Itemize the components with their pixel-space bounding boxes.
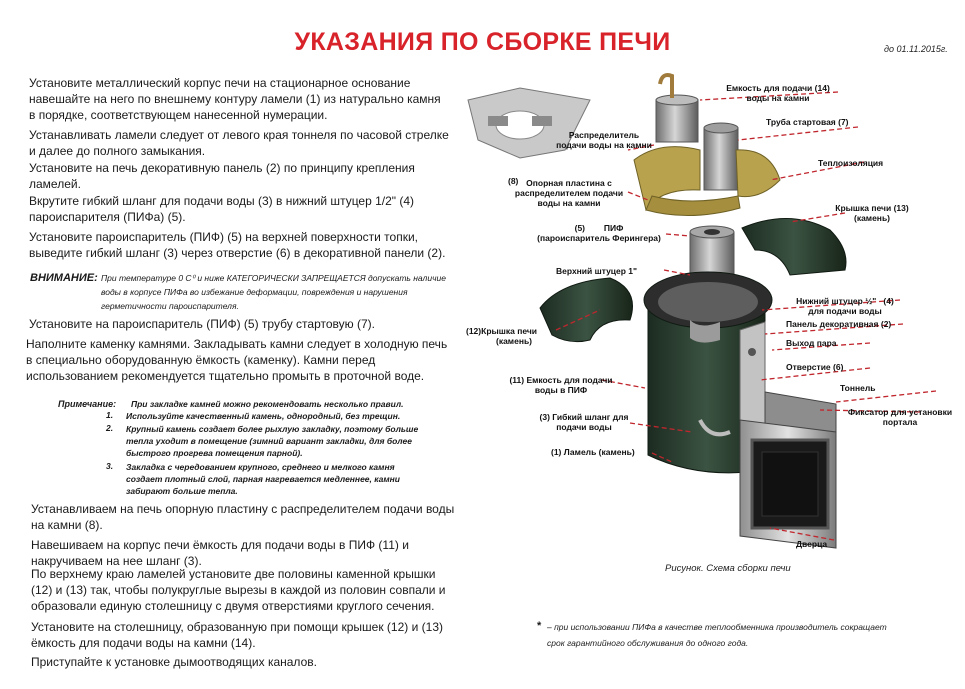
step-11: Установите на столешницу, образованную при помощи крышек (12) и (13) ёмкость для подачи воды на камни (14).	[31, 620, 443, 650]
note-number: 2.	[106, 423, 114, 433]
label-support-plate: Опорная пластина с распределителем подачи воды на камни	[514, 178, 624, 208]
label-top-fitting: Верхний штуцер 1"	[556, 266, 638, 276]
step-4: Вкрутите гибкий шланг для подачи воды (3) в нижний штуцер 1/2" (4) пароиспарителя (ПИФа) (5).	[29, 194, 415, 224]
step-12: Приступайте к установке дымоотводящих каналов.	[31, 655, 317, 669]
step-2: Устанавливать ламели следует от левого края тоннеля по часовой стрелке и далее до полного замыкания.	[29, 128, 449, 158]
warning-text: При температуре 0 С⁰ и ниже КАТЕГОРИЧЕСКИ ЗАПРЕЩАЕТСЯ допускать наличие воды в корпусе ПИФа во избежание деформации, повреждения и нарушения герметичности пароиспарителя.	[101, 273, 446, 311]
label-stone-lid-13: Крышка печи (13) (камень)	[835, 203, 909, 223]
note-number: 1.	[106, 410, 114, 420]
step-10: По верхнему краю ламелей установите две половины каменной крышки (12) и (13) так, чтобы полукруглые вырезы в каждой из половин совпали и образовали единую столешницу с двумя отверстиями круглого сечения.	[31, 567, 446, 613]
label-water-tank-14: Емкость для подачи (14) воды на камни	[726, 83, 830, 103]
stone-lid-12-shape	[540, 278, 633, 342]
label-hose-3: (3) Гибкий шланг для подачи воды	[539, 412, 629, 432]
step-7: Наполните каменку камнями. Закладывать камни следует в холодную печь в специально оборудованную ёмкость (каменку). Камни перед использованием рекомендуется тщательно промыть в проточной воде.	[26, 337, 448, 383]
start-pipe-shape	[704, 123, 738, 190]
figure-caption: Рисунок. Схема сборки печи	[665, 563, 791, 574]
document-date: до 01.11.2015г.	[884, 44, 948, 54]
warning-label: ВНИМАНИЕ:	[30, 272, 98, 284]
note-item: Закладка с чередованием крупного, среднего и мелкого камня создает плотный слой, парная нагревается медленнее, камни забирают больше тепла.	[126, 462, 400, 496]
label-tunnel: Тоннель	[840, 383, 876, 393]
label-lamella-1: (1) Ламель (камень)	[551, 447, 635, 457]
label-opening-6: Отверстие (6)	[786, 362, 844, 372]
label-steam-outlet: Выход пара	[786, 338, 837, 348]
step-1: Установите металлический корпус печи на стационарное основание навешайте на него по внешнему контуру ламели (1) из натурально камня в порядке, соответствующем нанесенной нумерации.	[29, 76, 441, 122]
note-item: Используйте качественный камень, однородный, без трещин.	[126, 411, 401, 421]
step-5: Установите пароиспаритель (ПИФ) (5) на верхней поверхности топки, выведите гибкий шланг (3) через отверстие (6) в декоративной панели (2).	[29, 230, 446, 260]
label-water-tank-11: (11) Емкость для подачи воды в ПИФ	[509, 375, 613, 395]
label-insulation: Теплоизоляция	[818, 158, 884, 168]
label-support-plate-num: (8)	[508, 176, 519, 186]
footnote-mark: *	[537, 620, 542, 632]
label-door: Дверца	[796, 539, 828, 549]
step-9: Навешиваем на корпус печи ёмкость для подачи воды в ПИФ (11) и накручиваем на нее шланг (3).	[31, 538, 409, 568]
label-start-pipe: Труба стартовая (7)	[766, 117, 849, 127]
page-title: УКАЗАНИЯ ПО СБОРКЕ ПЕЧИ	[294, 28, 671, 56]
label-distributor: Распределитель подачи воды на камни	[556, 130, 652, 150]
note-label: Примечание:	[58, 399, 117, 409]
label-pif: (5) ПИФ (пароиспаритель Ферингера)	[537, 223, 661, 243]
label-decor-panel-2: Панель декоративная (2)	[786, 319, 892, 329]
step-8: Устанавливаем на печь опорную пластину с распределителем подачи воды на камни (8).	[31, 502, 455, 532]
note-number: 3.	[106, 461, 114, 471]
footnote-text: – при использовании ПИФа в качестве теплообменника производитель сокращает срок гарантийного обслуживания до одного года.	[547, 622, 887, 648]
label-stone-lid-12: (12)Крышка печи (камень)	[466, 326, 538, 346]
label-portal-fixer: Фиксатор для установки портала	[847, 407, 953, 427]
step-6: Установите на пароиспаритель (ПИФ) (5) трубу стартовую (7).	[29, 317, 375, 331]
note-item: Крупный камень создает более рыхлую закладку, поэтому больше тепла уходит в помещение (зимний вариант закладки, для более быстрого прогрева помещения парной).	[126, 424, 419, 458]
stone-lid-13-shape	[742, 218, 846, 275]
water-tank-14-shape	[656, 75, 698, 142]
label-bottom-fitting-4: Нижний штуцер ½" (4) для подачи воды	[796, 296, 894, 316]
note-intro: При закладке камней можно рекомендовать несколько правил.	[131, 399, 404, 409]
step-3: Установите на печь декоративную панель (2) по принципу крепления ламелей.	[29, 161, 415, 191]
